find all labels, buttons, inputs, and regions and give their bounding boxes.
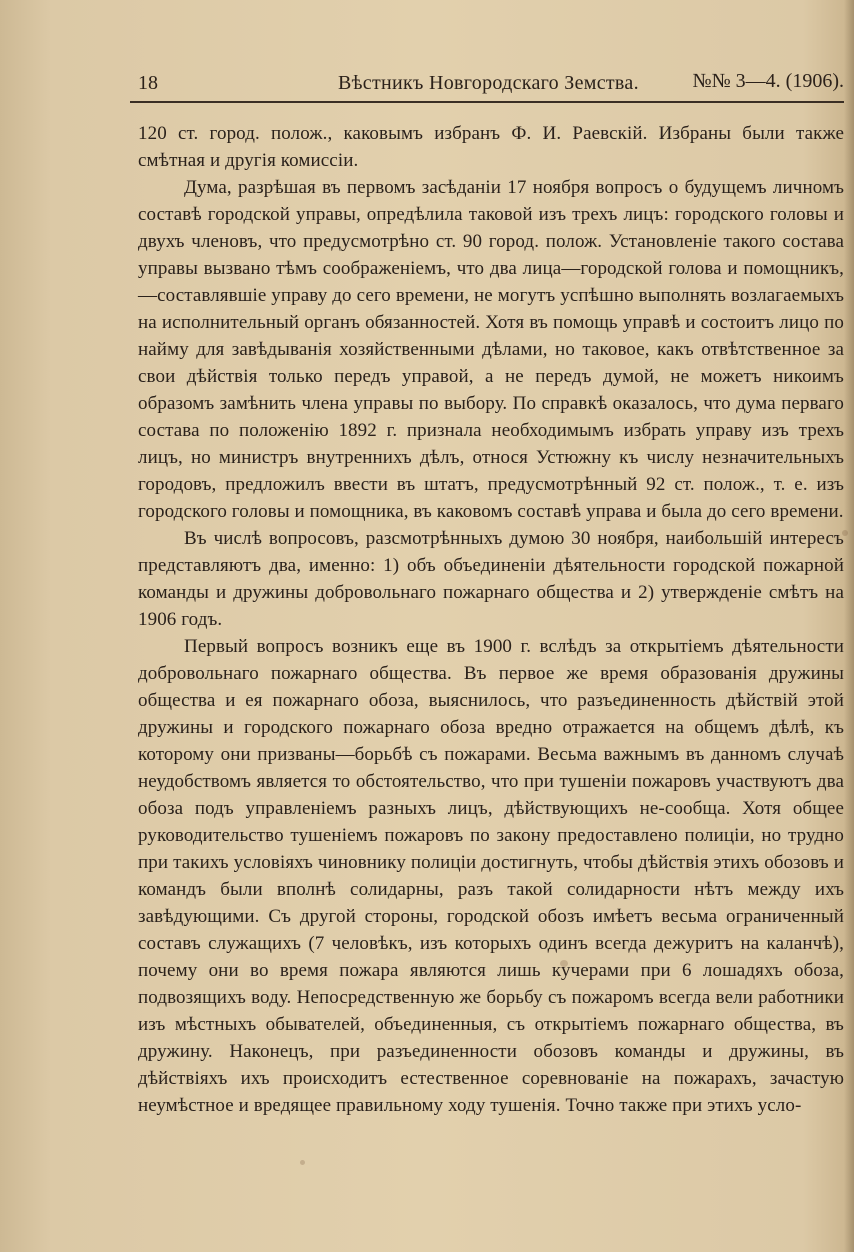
paragraph-4: Первый вопросъ возникъ еще въ 1900 г. вслѣдъ за открытіемъ дѣятельности добровольнаго пожарнаго общества. Въ первое же время образованія дружины общества и ея пожарнаго обоза, выяснилось, что разъединенность дѣйствій этой дружины и городского пожарнаго обоза вредно отражается на общемъ дѣлѣ, къ которому они призваны—борьбѣ съ пожарами. Весьма важнымъ въ данномъ случаѣ неудобствомъ является то обстоятельство, что при тушеніи пожаровъ участвуютъ два обоза подъ управленіемъ разныхъ лицъ, дѣйствующихъ не-сообща. Хотя общее руководительство тушеніемъ пожаровъ по закону предоставлено полиціи, но трудно при такихъ условіяхъ чиновнику полиціи достигнуть, чтобы дѣйствія этихъ обозовъ и командъ были вполнѣ солидарны, разъ такой солидарности нѣтъ между ихъ завѣдующими. Съ другой стороны, городской обозъ имѣетъ весьма ограниченный составъ служащихъ (7 человѣкъ, изъ которыхъ одинъ всегда дежуритъ на каланчѣ), почему они во время пожара являются лишь кучерами при 6 лошадяхъ обоза, подвозящихъ воду. Непосредственную же борьбу съ пожаромъ всегда вели работники изъ мѣстныхъ обывателей, объединенныя, съ открытіемъ пожарнаго общества, въ дружину. Наконецъ, при разъединенности обозовъ команды и дружины, въ дѣйствіяхъ ихъ происходитъ естественное соревнованіе на пожарахъ, зачастую неумѣстное и вредящее правильному ходу тушенія. Точно также при этихъ усло-	[138, 636, 844, 1116]
paper-stain	[560, 960, 568, 967]
paragraph-2: Дума, разрѣшая въ первомъ засѣданіи 17 ноября вопросъ о будущемъ личномъ составѣ городской управы, опредѣлила таковой изъ трехъ лицъ: городского головы и двухъ членовъ, что предусмотрѣно ст. 90 город. полож. Установленіе такого состава управы вызвано тѣмъ соображеніемъ, что два лица—городской голова и помощникъ,—составлявшіе управу до сего времени, не могутъ успѣшно выполнять возлагаемыхъ на исполнительный органъ обязанностей. Хотя въ помощь управѣ и состоитъ лицо по найму для завѣдыванія хозяйственными дѣлами, но таковое, какъ отвѣтственное за свои дѣйствія только передъ управой, а не передъ думой, не можетъ никоимъ образомъ замѣнить члена управы по выбору. По справкѣ оказалось, что дума перваго состава по положенію 1892 г. признала необходимымъ избрать управу изъ трехъ лицъ, но министръ внутреннихъ дѣлъ, относя Устюжну къ числу незначительныхъ городовъ, предложилъ ввести въ штатъ, предусмотрѣнный 92 ст. полож., т. е. изъ городского головы и помощника, въ каковомъ составѣ управа и была до сего времени.	[138, 177, 844, 522]
paragraph-1: 120 ст. город. полож., каковымъ избранъ Ф. И. Раевскій. Избраны были также смѣтная и другія комиссіи.	[138, 123, 844, 171]
journal-title: Вѣстникъ Новгородскаго Земства.	[338, 72, 639, 94]
issue-number: №№ 3—4. (1906).	[692, 70, 844, 92]
running-header	[138, 66, 844, 102]
header-rule	[130, 101, 844, 103]
paper-stain	[300, 1160, 305, 1165]
page-edge-shadow	[844, 0, 854, 1252]
article-body	[138, 120, 844, 1119]
page-number: 18	[138, 72, 158, 94]
paragraph-3: Въ числѣ вопросовъ, разсмотрѣнныхъ думою 30 ноября, наибольшій интересъ представляютъ два, именно: 1) объ объединеніи дѣятельности городской пожарной команды и дружины добровольнаго пожарнаго общества и 2) утвержденіе смѣтъ на 1906 годъ.	[138, 528, 844, 630]
paper-stain	[842, 530, 848, 536]
